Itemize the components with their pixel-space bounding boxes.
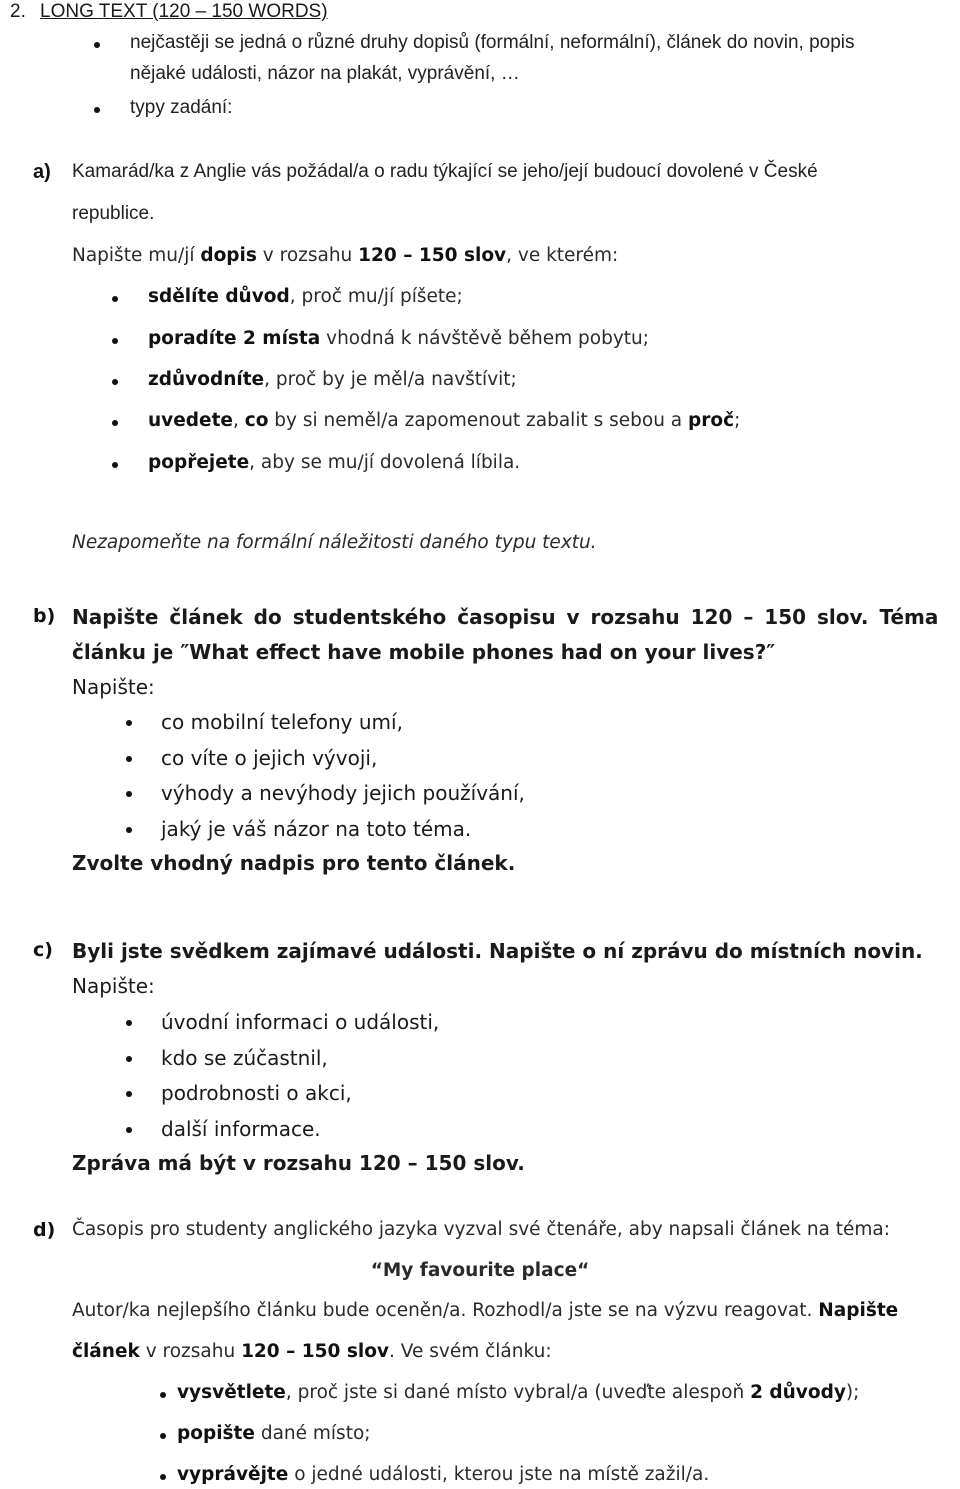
text-bold: vysvětlete <box>177 1382 286 1403</box>
text: , proč mu/jí píšete; <box>289 286 463 307</box>
text: , proč by je měl/a navštívit; <box>264 369 517 390</box>
text: o jedné události, kterou jste na místě zažil/a. <box>288 1464 710 1485</box>
text: vhodná k návštěvě během pobytu; <box>320 328 649 349</box>
text-bold: 2 důvody <box>750 1382 846 1403</box>
task-c-line-1: Byli jste svědkem zajímavé události. Napište o ní zprávu do místních novin. <box>72 939 923 963</box>
bullet-icon <box>112 338 118 344</box>
text-bold: popřejete <box>148 452 250 473</box>
task-b-bullet-3: výhody a nevýhody jejich používání, <box>161 781 525 805</box>
task-c-bullet-2: kdo se zúčastnil, <box>161 1046 328 1070</box>
text: v rozsahu <box>256 245 359 266</box>
text-bold: uvedete <box>148 410 233 431</box>
text: , ve kterém: <box>506 245 619 266</box>
text-bold: dopis <box>200 245 257 266</box>
task-a-bullet-4 <box>148 410 740 431</box>
task-a-bullet-3 <box>148 369 517 390</box>
task-a-line-2: republice. <box>72 203 155 224</box>
task-c-bullet-1: úvodní informaci o události, <box>161 1010 440 1034</box>
bullet-icon <box>160 1474 166 1480</box>
task-d-label: d) <box>33 1219 56 1241</box>
text-bold: sdělíte důvod <box>148 286 290 307</box>
text-bold: 120 – 150 slov <box>241 1341 389 1362</box>
intro-bullet-2: typy zadání: <box>130 97 233 118</box>
bullet-icon <box>126 1091 132 1097</box>
task-a-line-1: Kamarád/ka z Anglie vás požádal/a o radu týkající se jeho/její budoucí dovolené v České <box>72 161 818 182</box>
task-b-bullet-4: jaký je váš názor na toto téma. <box>161 817 472 841</box>
text: Napište mu/jí <box>72 245 201 266</box>
task-d-bullet-3 <box>177 1464 709 1485</box>
text-bold: 120 – 150 slov <box>358 245 507 266</box>
bullet-icon <box>112 462 118 468</box>
task-c-closing: Zpráva má být v rozsahu 120 – 150 slov. <box>72 1151 525 1175</box>
text: Autor/ka nejlepšího článku bude oceněn/a. Rozhodl/a jste se na výzvu reagovat. <box>72 1300 819 1321</box>
task-c-napiste: Napište: <box>72 974 155 998</box>
text: . Ve svém článku: <box>389 1341 552 1362</box>
bullet-icon <box>112 296 118 302</box>
text-bold: vyprávějte <box>177 1464 289 1485</box>
text-bold: zdůvodníte <box>148 369 265 390</box>
bullet-icon <box>126 756 132 762</box>
task-a-bullet-2 <box>148 328 649 349</box>
bullet-icon <box>126 791 132 797</box>
bullet-icon <box>112 379 118 385</box>
bullet-icon <box>112 420 118 426</box>
text: v rozsahu <box>139 1341 242 1362</box>
task-c-bullet-3: podrobnosti o akci, <box>161 1081 352 1105</box>
task-a-bullet-5 <box>148 452 520 473</box>
text-bold: proč <box>688 410 735 431</box>
text-bold: Napište <box>818 1300 899 1321</box>
task-b-line-1: Napište článek do studentského časopisu v rozsahu 120 – 150 slov. Téma <box>72 605 939 629</box>
task-b-bullet-1: co mobilní telefony umí, <box>161 710 403 734</box>
bullet-icon <box>94 42 100 48</box>
text: dané místo; <box>254 1423 371 1444</box>
intro-bullet-1-cont: nějaké události, názor na plakát, vyprávění, … <box>130 63 520 84</box>
text-bold: poradíte 2 místa <box>148 328 321 349</box>
section-number: 2. <box>10 1 26 22</box>
bullet-icon <box>126 827 132 833</box>
bullet-icon <box>126 720 132 726</box>
task-b-napiste: Napište: <box>72 675 155 699</box>
bullet-icon <box>126 1056 132 1062</box>
bullet-icon <box>126 1020 132 1026</box>
text: , <box>232 410 245 431</box>
task-d-line-1: Časopis pro studenty anglického jazyka vyzval své čtenáře, aby napsali článek na téma: <box>72 1219 891 1240</box>
intro-bullet-1: nejčastěji se jedná o různé druhy dopisů (formální, neformální), článek do novin, popis <box>130 32 855 53</box>
text: , proč jste si dané místo vybral/a (uveďte alespoň <box>285 1382 751 1403</box>
text-bold: popište <box>177 1423 255 1444</box>
text-bold: co <box>244 410 269 431</box>
task-d-line-4 <box>72 1341 552 1362</box>
task-a-label: a) <box>33 161 51 183</box>
text-bold: článek <box>72 1341 140 1362</box>
bullet-icon <box>94 107 100 113</box>
task-c-label: c) <box>33 939 53 961</box>
task-b-closing: Zvolte vhodný nadpis pro tento článek. <box>72 851 516 875</box>
bullet-icon <box>160 1433 166 1439</box>
bullet-icon <box>160 1392 166 1398</box>
bullet-icon <box>126 1127 132 1133</box>
task-d-line-3 <box>72 1300 898 1321</box>
task-b-label: b) <box>33 605 56 627</box>
section-title: LONG TEXT (120 – 150 WORDS) <box>40 1 328 22</box>
task-d-bullet-2 <box>177 1423 371 1444</box>
task-b-line-2: článku je ″What effect have mobile phones had on your lives?″ <box>72 640 776 664</box>
text: ); <box>845 1382 860 1403</box>
text: , aby se mu/jí dovolená líbila. <box>249 452 521 473</box>
task-b-bullet-2: co víte o jejich vývoji, <box>161 746 378 770</box>
task-c-bullet-4: další informace. <box>161 1117 321 1141</box>
task-d-topic: “My favourite place“ <box>370 1260 590 1281</box>
task-a-instruction <box>72 245 618 266</box>
task-d-bullet-1 <box>177 1382 859 1403</box>
task-a-reminder: Nezapomeňte na formální náležitosti daného typu textu. <box>72 532 597 553</box>
text: by si neměl/a zapomenout zabalit s sebou a <box>268 410 689 431</box>
text: ; <box>734 410 741 431</box>
section-heading <box>10 0 328 24</box>
task-a-bullet-1 <box>148 286 463 307</box>
